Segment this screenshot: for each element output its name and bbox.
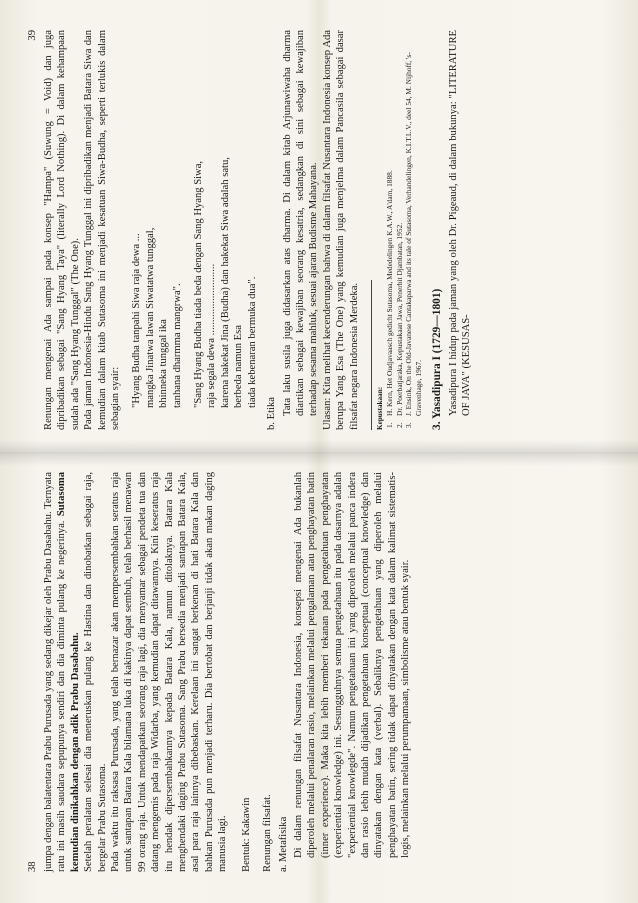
- verse-line: "Hyang Budha tanpahi Siwa raja dewa ...: [131, 233, 143, 408]
- paragraph-yasadipura: Yasadipura I hidup pada jaman yang oleh Dr. Pigeaud, di dalam bukunya: "LITERATURE OF JAVA" (KESUSAS-: [447, 30, 473, 416]
- page-38: [27, 472, 602, 872]
- verse-kawi: [130, 30, 184, 408]
- paragraph-hampa: Renungan mengenai Ada sampai pada konsep "Hampa" (Suwung = Void) dan juga dipribadikan sebagai "Sang Hyang Taya" (literally Lord Nothing). Di dalam kehampaan sudah ada "Sang Hyang Tunggal" (The One).: [43, 30, 81, 430]
- verse-line: tanhana dharmma mangrwa".: [171, 283, 183, 408]
- footnote-heading: Kepustakaan:: [375, 386, 384, 430]
- footnote: 1.H. Kern, Het Oudjavaasch gedicht Sutasoma, Mededelingen K.A.W., A'dam, 1888.: [384, 170, 394, 428]
- heading-etika: b. Etika: [266, 397, 278, 430]
- footnote: 3.J. Ensink, On the Old-Javanese Cantakaparwa and its tale of Sutasoma, Verhandelingen, K.I.T.L.V., deel 54, M. Nijhoff, 's-Gravenhage, 1967.: [404, 52, 423, 428]
- verse-line: "Sang Hyang Budha tiada beda dengan Sang Hyang Siwa,: [193, 160, 205, 408]
- heading-renungan: Renungan filsafat.: [262, 794, 274, 872]
- paragraph-purusada: Pada waktu itu raksasa Purusada, yang telah bernazar akan mempersembahkan seratus raja untuk santapan Batara Kala bilamana luka di kakinya dapat sembuh, telah berhasil menawan 99 orang raja. Untuk mendapatkan seorang raja lagi, dia menyamar sebagai pendeta tua dan datang mengemis pada raja Widarba, yang kemudian dapat ditawannya. Kini keseratus raja itu hendak dipersembahkannya kepada Batara Kala, namun ditolaknya. Batara Kala menghendaki daging Prabu Sutasoma. Sang Prabu bersedia menjadi santapan Batara Kala, asal para raja lainnya dibebaskan. Kerelaan ini sangat berkenan di hati Batara Kala dan bahkan Purusada pun menjadi terharu. Dia bertobat dan berjanji tidak akan makan daging manusia lagi.: [110, 472, 229, 872]
- page-number: 39: [27, 30, 38, 41]
- paragraph-continuation: jumpa dengan balatentara Prabu Purusada yang sedang dikejar oleh Prabu Dasabahu. Ternyata ratu ini masih saudara sepupunya sendiri dan dia diminta pulang ke negerinya. Sutasoma kemudian dinikahkan dengan adik Prabu Dasabahu.: [43, 472, 81, 872]
- page-39: [27, 30, 602, 430]
- page-number: 38: [27, 861, 38, 872]
- heading-metafisika: a. Metafisika: [277, 816, 289, 872]
- verse-line: raja segala dewa ...........................: [206, 263, 218, 408]
- paragraph-ulasan: Ulasan: Kita melihat kecenderungan bahwa di dalam filsafat Nusantara Indonesia konsep Ada berupa Yang Esa (The One) yang kemudian juga menjelma dalam Pancasila sebagai dasar filsafat negara Indonesia Merdeka.: [321, 30, 360, 430]
- verse-line: mangka Jinatwa lawan Siwatatwa tunggal,: [144, 227, 156, 408]
- verse-line: karena hakekat Jina (Budha) dan hakekat Siwa adalah satu,: [219, 157, 231, 408]
- section-title-yasadipura: 3. Yasadipura I (1729—1801): [431, 288, 444, 430]
- verse-line: berbeda namun Esa: [233, 325, 245, 408]
- verse-translation: [192, 30, 259, 408]
- paragraph-metafisika: Di dalam renungan filsafat Nusantara Indonesia, konsepsi mengenai Ada bukanlah diperoleh melalui penalaran rasio, melainkan melalui pengalaman atau penghayatan batin (inner experience). Maka kita lebih memberi tekanan pada pengetahuan penghayatan (experiential knowledge) ini. Sesungguhnya semua pengetahuan itu pada dasarnya adalah "experiential knowlegde". Namun pengetahuan ini yang diperoleh melalui panca indera dan rasio lebih mudah dijadikan pengetahuan konseptual (conceptual knowledge) dan dinyatakan dengan kata (verbal). Sebaliknya pengetahuan yang diperoleh melalui penghayatan batin, sering tidak dapat dinyatakan dengan kata dalam kalimat sistematis-logis, melainkan melalui perumpamaan, simbolisme atau bentuk syair.: [292, 472, 412, 858]
- verse-line: tiada kebenaran bermuka dua".: [246, 276, 258, 408]
- bold-sentence: Sutasoma kemudian dinikahkan dengan adik Prabu Dasabahu.: [56, 472, 81, 872]
- footnote: 2.Dr. Poerbatjaraka, Kepustakaan Jawa, Penerbit Djambatan, 1952.: [394, 222, 404, 428]
- paragraph-siwa-budha: Pada jaman Indonesia-Hindu Sang Hyang Tunggal ini dipribadikan menjadi Batara Siwa dan kemudian dalam kitab Sutasoma ini menjadi kesatuan Siwa-Budha, seperti terlukis dalam sebagian syair:: [83, 30, 122, 430]
- verse-line: bhinneka tunggal ika: [158, 319, 170, 408]
- heading-bentuk: Bentuk: Kakawin: [240, 797, 252, 872]
- paragraph-coronation: Setelah peralatan selesai dia meneruskan pulang ke Hastina dan dinobatkan sebagai raja, bergelar Prabu Sutasoma.: [83, 472, 108, 872]
- book-gutter: [0, 440, 638, 466]
- footnote-rule: [371, 280, 372, 430]
- paragraph-etika: Tata laku susila juga didasarkan atas dharma. Di dalam kitab Arjunawiwaha dharma diartikan sebagai kewajiban seorang kesatria, sedangkan di sini sebagai kewajiban terhadap sesama mahluk, sesuai ajaran Budisme Mahayana.: [281, 30, 320, 416]
